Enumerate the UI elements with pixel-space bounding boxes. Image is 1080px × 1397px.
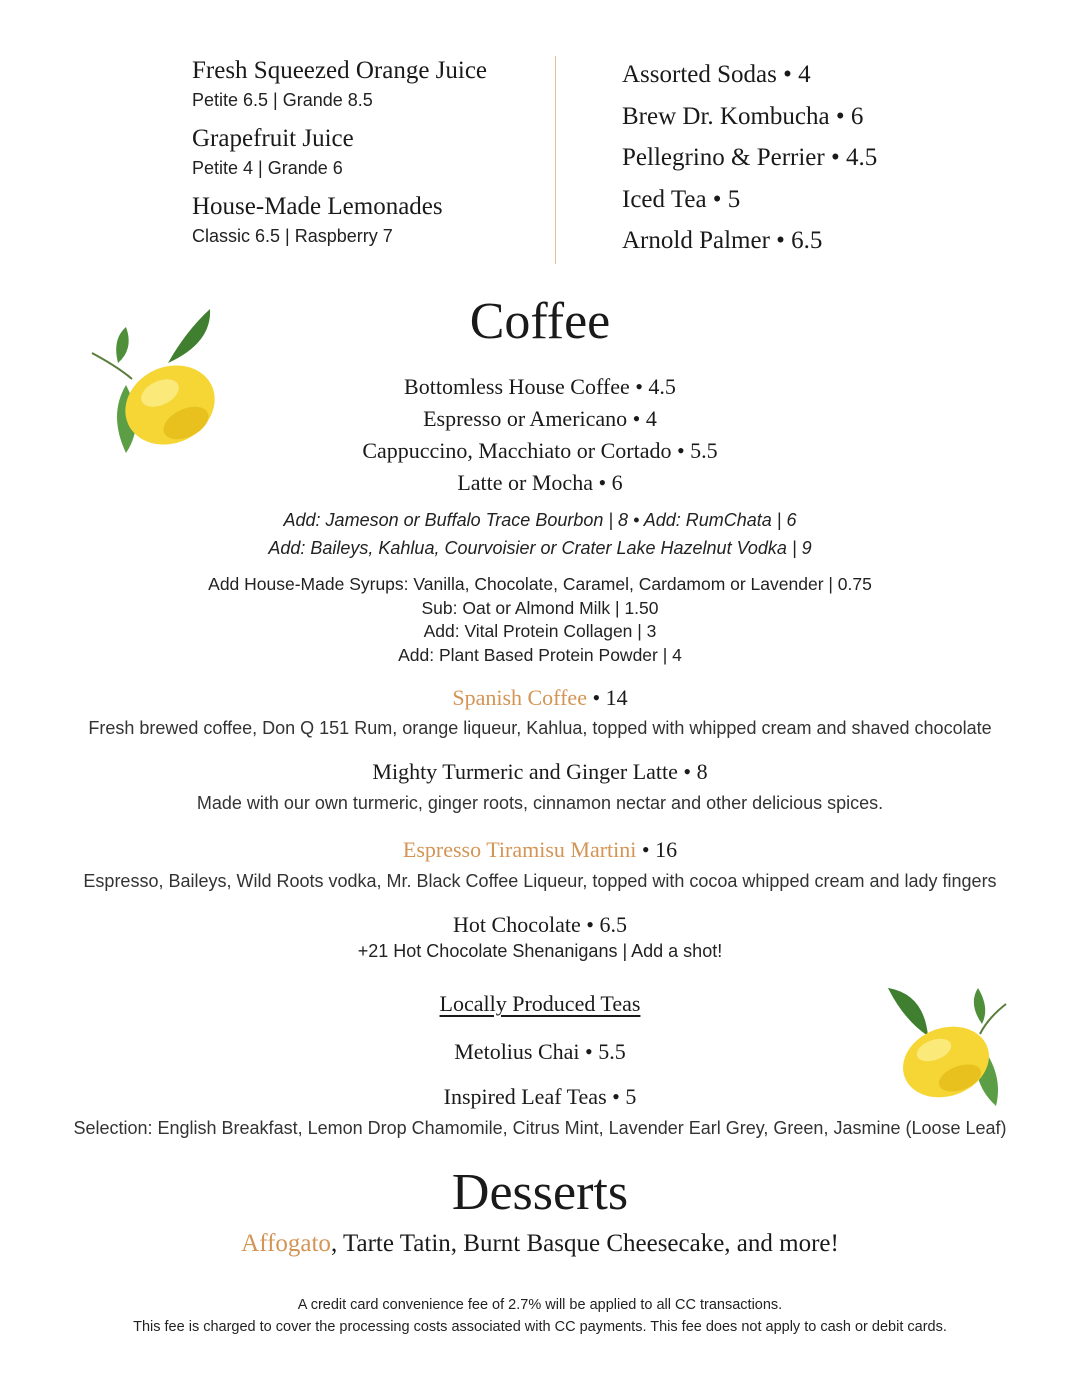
menu-item: Brew Dr. Kombucha • 6 <box>622 102 864 130</box>
tiramisu-martini <box>0 835 1080 865</box>
lemon-icon <box>884 984 1014 1114</box>
column-divider <box>555 56 556 264</box>
desserts-title: Desserts <box>451 1164 629 1221</box>
spanish-coffee <box>0 683 1080 713</box>
item-description: Espresso, Baileys, Wild Roots vodka, Mr. Black Coffee Liqueur, topped with cocoa whipped cream and lady fingers <box>83 871 997 891</box>
desserts-line <box>0 1227 1080 1261</box>
fee-line: This fee is charged to cover the processing costs associated with CC payments. This fee does not apply to cash or debit cards. <box>133 1319 947 1335</box>
item-sizes: Petite 4 | Grande 6 <box>192 158 343 178</box>
item-sizes: Classic 6.5 | Raspberry 7 <box>192 226 393 246</box>
menu-item <box>192 122 532 180</box>
juices-column <box>192 54 532 258</box>
sodas-column <box>622 54 1022 262</box>
menu-item <box>192 54 532 112</box>
menu-item: Cappuccino, Macchiato or Cortado • 5.5 <box>362 438 718 463</box>
item-name: Fresh Squeezed Orange Juice <box>192 57 488 84</box>
menu-item: Espresso or Americano • 4 <box>423 406 657 431</box>
coffee-title: Coffee <box>469 293 611 350</box>
turmeric-latte: Mighty Turmeric and Ginger Latte • 8 <box>372 759 708 784</box>
dessert-list: , Tarte Tatin, Burnt Basque Cheesecake, and more! <box>330 1230 839 1257</box>
item-price: • 16 <box>636 837 678 862</box>
menu-item: Arnold Palmer • 6.5 <box>622 227 823 254</box>
coffee-list <box>0 371 1080 499</box>
teas-heading: Locally Produced Teas <box>439 991 641 1016</box>
item-sizes: Petite 6.5 | Grande 8.5 <box>192 90 373 110</box>
fee-line: A credit card convenience fee of 2.7% will be applied to all CC transactions. <box>297 1297 783 1313</box>
item-price: • 14 <box>586 685 628 710</box>
addon-line: Add: Jameson or Buffalo Trace Bourbon | 8 • Add: RumChata | 6 <box>283 510 797 530</box>
addon-line: Add: Baileys, Kahlua, Courvoisier or Crater Lake Hazelnut Vodka | 9 <box>268 538 812 558</box>
item-name: Grapefruit Juice <box>192 125 354 152</box>
extra-line: Add: Vital Protein Collagen | 3 <box>423 621 657 641</box>
menu-item: Inspired Leaf Teas • 5 <box>443 1084 637 1109</box>
menu-item <box>192 190 532 248</box>
coffee-extras <box>0 573 1080 667</box>
extra-line: Add: Plant Based Protein Powder | 4 <box>398 644 682 665</box>
item-name: House-Made Lemonades <box>192 193 443 220</box>
item-description: +21 Hot Chocolate Shenanigans | Add a shot! <box>357 941 723 961</box>
hot-chocolate: Hot Chocolate • 6.5 <box>453 912 627 937</box>
item-name: Espresso Tiramisu Martini <box>402 837 637 862</box>
extra-line: Add House-Made Syrups: Vanilla, Chocolate, Caramel, Cardamom or Lavender | 0.75 <box>208 574 872 594</box>
menu-item: Assorted Sodas • 4 <box>622 61 811 88</box>
footer-note <box>0 1294 1080 1338</box>
item-description: Fresh brewed coffee, Don Q 151 Rum, orange liqueur, Kahlua, topped with whipped cream and shaved chocolate <box>88 718 992 738</box>
item-description: Made with our own turmeric, ginger roots, cinnamon nectar and other delicious spices. <box>196 793 884 813</box>
menu-item: Metolius Chai • 5.5 <box>454 1039 626 1064</box>
dessert-highlight: Affogato <box>241 1230 331 1257</box>
menu-item: Bottomless House Coffee • 4.5 <box>404 374 676 399</box>
item-name: Spanish Coffee <box>452 685 587 710</box>
menu-item: Pellegrino & Perrier • 4.5 <box>622 144 878 171</box>
menu-item: Iced Tea • 5 <box>622 185 741 213</box>
liquor-adds <box>0 506 1080 562</box>
extra-line: Sub: Oat or Almond Milk | 1.50 <box>421 597 659 618</box>
menu-item: Latte or Mocha • 6 <box>457 470 623 495</box>
tea-selection: Selection: English Breakfast, Lemon Drop Chamomile, Citrus Mint, Lavender Earl Grey, Green, Jasmine (Loose Leaf) <box>73 1118 1007 1138</box>
